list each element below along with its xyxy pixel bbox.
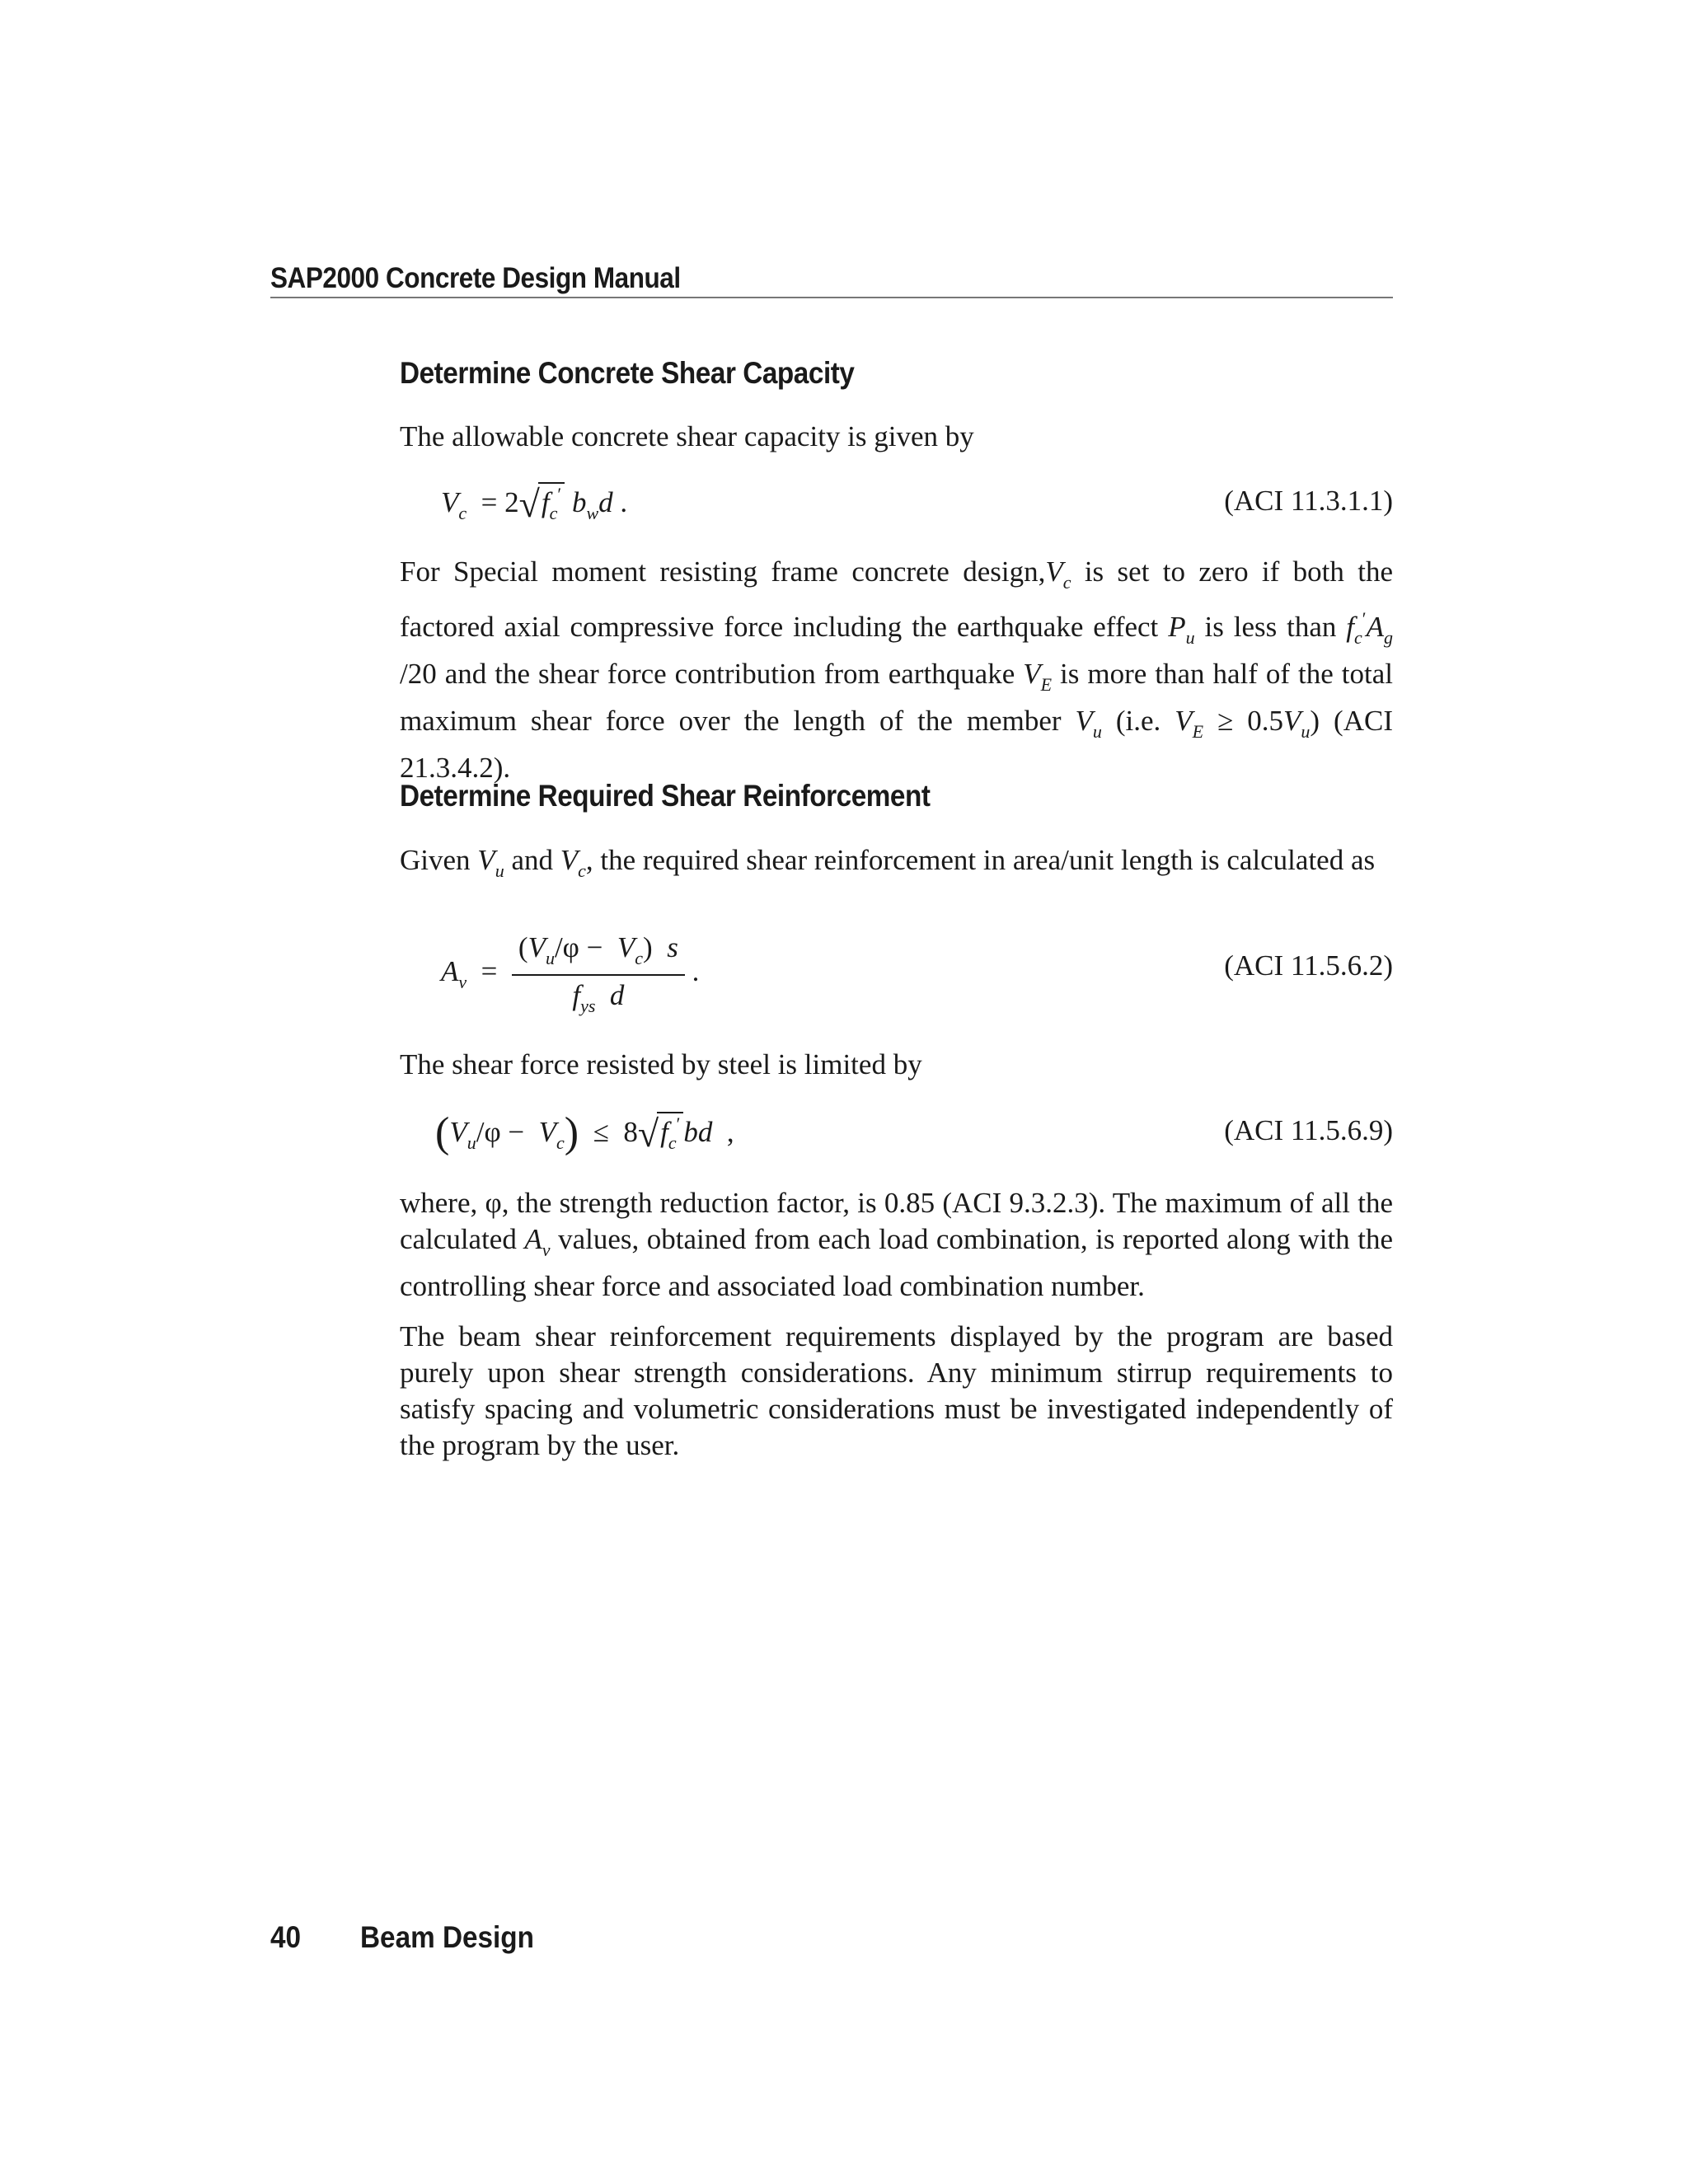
- steel-limit-paragraph: The shear force resisted by steel is limited by: [400, 1048, 922, 1080]
- given-paragraph: Given $V_u$ and $V_c$, the required shear reinforcement in area/unit length is calculated as: [400, 844, 1376, 881]
- equation-number-11-3-1-1: (ACI 11.3.1.1): [1224, 485, 1393, 517]
- section-heading-concrete-shear: Determine Concrete Shear Capacity: [400, 356, 855, 390]
- footer-page-number: 40: [270, 1920, 302, 1954]
- final-paragraph: The beam shear reinforcement requirements displayed by the program are based purely upon shear strength considerations. Any minimum stirrup requirements to satisfy spacing and volumetric considerations must be investigated independently of the program by the user.: [400, 1320, 1393, 1461]
- equation-vc: $V_c = 2√f_c'$ $b_wd$ .: [441, 483, 628, 525]
- equation-number-11-5-6-2: (ACI 11.5.6.2): [1224, 949, 1393, 982]
- header-rule: [270, 297, 1393, 298]
- running-header: SAP2000 Concrete Design Manual: [270, 262, 681, 294]
- equation-steel-limit: $(V_u/\varphi - V_c) \le 8√f_c'$ bd ,: [435, 1109, 734, 1156]
- equation-number-11-5-6-9: (ACI 11.5.6.9): [1224, 1114, 1393, 1146]
- intro-paragraph: The allowable concrete shear capacity is given by: [400, 420, 974, 452]
- footer-section-name: Beam Design: [360, 1920, 534, 1954]
- strength-reduction-paragraph: where, φ, the strength reduction factor, is 0.85 (ACI 9.3.2.3). The maximum of all the calculated $A_v$ values, obtained from each load combination, is reported along with the controlling shear force and associated load combination number.: [400, 1187, 1393, 1302]
- equation-av: $A_v$ = $\frac{(V_u/\varphi - V_c) s}{f_{ys} d}$ .: [441, 931, 700, 1016]
- special-frame-paragraph: For Special moment resisting frame concrete $design,V_c$ is set to zero if both the factored axial compressive force including the earthquake effect $P_u$ is less than $f_c'A_g$ /20 and the shear force contribution from earthquake $V_E$ is more than half of the total maximum shear force over the length of the member $V_u$ (i.e. $V_E \ge 0.5V_u$) (ACI 21.3.4.2).: [400, 555, 1393, 784]
- section-heading-shear-reinforcement: Determine Required Shear Reinforcement: [400, 779, 931, 813]
